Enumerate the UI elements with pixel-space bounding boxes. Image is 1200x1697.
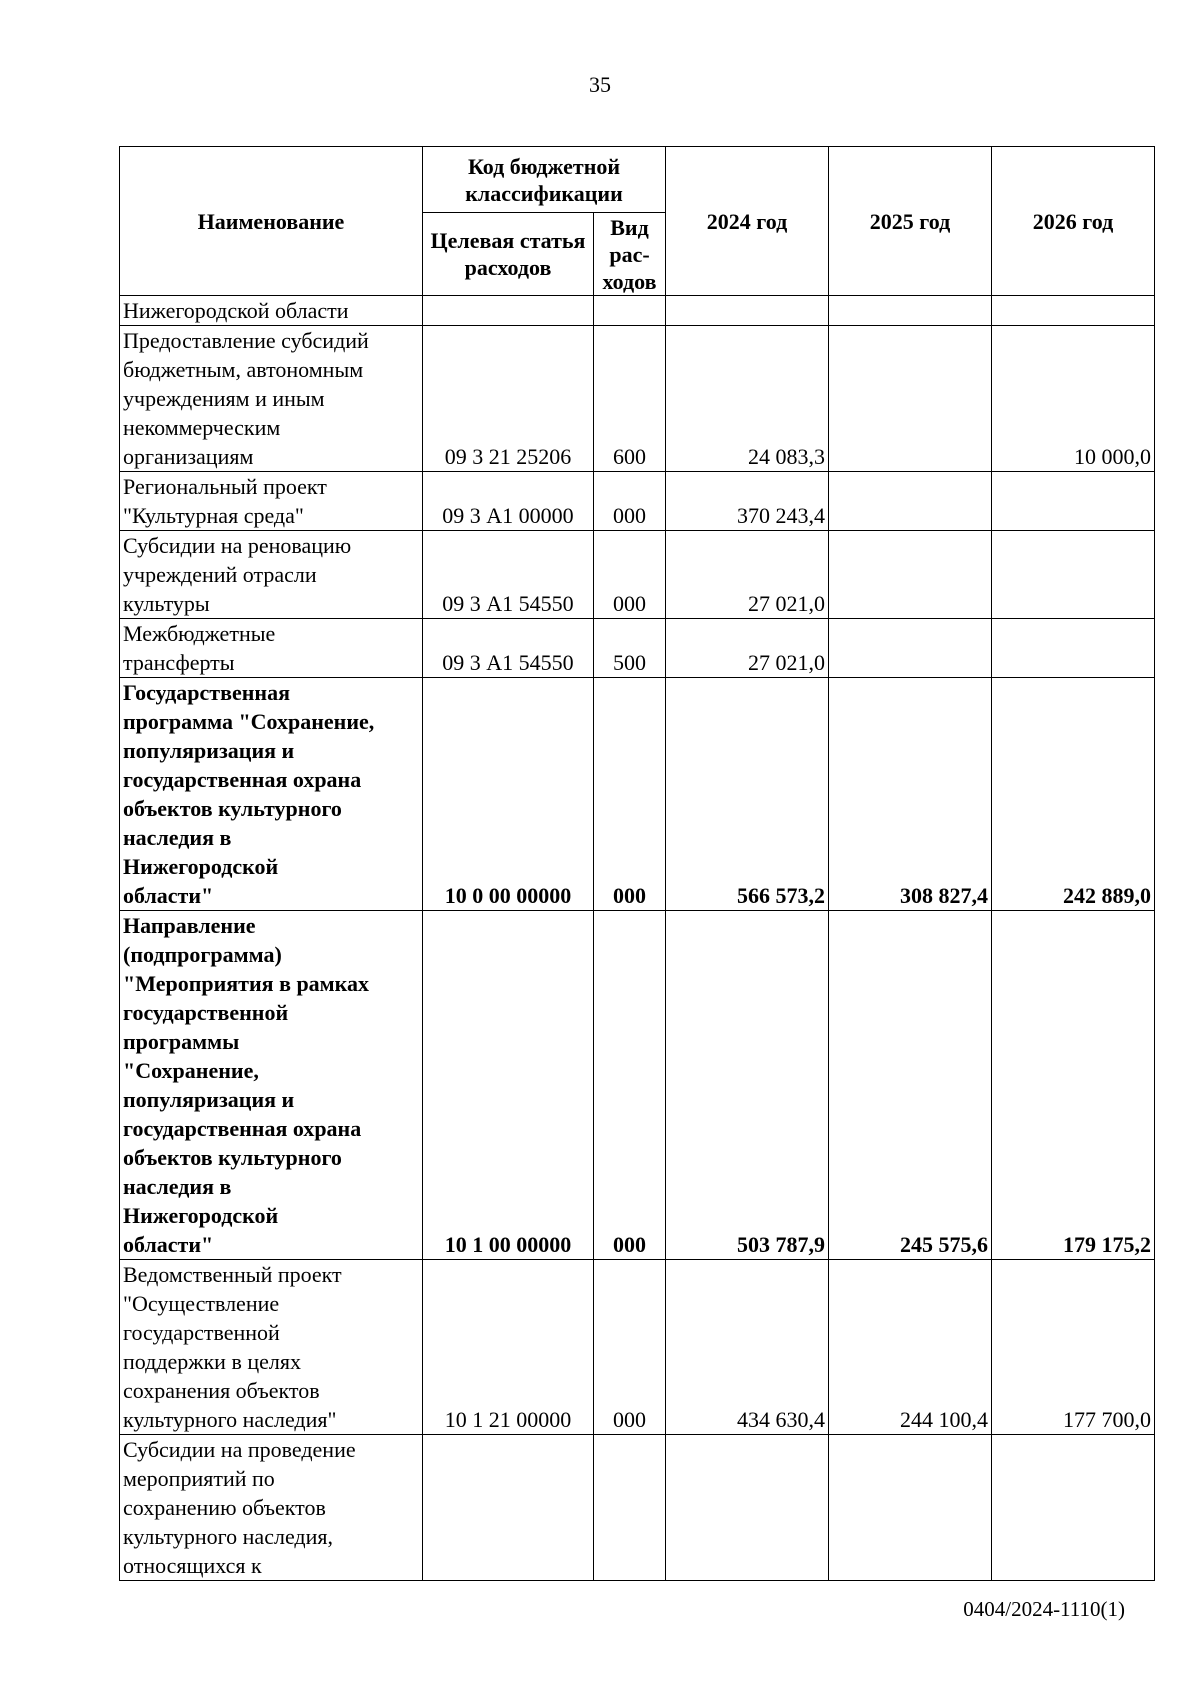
header-target: Целевая статья расходов [423, 213, 594, 296]
row-name: Региональный проект "Культурная среда" [120, 472, 423, 531]
row-value-2024: 566 573,2 [666, 678, 829, 911]
row-target-code: 10 1 00 00000 [423, 911, 594, 1260]
row-name: Направление (подпрограмма) "Мероприятия в рамках государственной программы "Сохранение, популяризация и государственная охрана объектов культурного наследия в Нижегородской области" [120, 911, 423, 1260]
header-kbk: Код бюджетной классификации [423, 147, 666, 213]
row-expense-type [594, 296, 666, 326]
budget-table [119, 146, 1155, 1581]
page-number: 35 [589, 72, 611, 97]
row-value-2025: 244 100,4 [829, 1260, 992, 1435]
row-target-code [423, 296, 594, 326]
row-value-2026: 10 000,0 [992, 326, 1155, 472]
row-name: Государственная программа "Сохранение, популяризация и государственная охрана объектов культурного наследия в Нижегородской области" [120, 678, 423, 911]
row-value-2025 [829, 472, 992, 531]
row-name: Межбюджетные трансферты [120, 619, 423, 678]
row-expense-type: 000 [594, 1260, 666, 1435]
row-value-2024: 24 083,3 [666, 326, 829, 472]
row-value-2026 [992, 472, 1155, 531]
table-row [120, 1435, 1155, 1581]
document-code: 0404/2024-1110(1) [963, 1597, 1125, 1621]
row-value-2026 [992, 296, 1155, 326]
row-name: Предоставление субсидий бюджетным, автономным учреждениям и иным некоммерческим организациям [120, 326, 423, 472]
table-row [120, 472, 1155, 531]
header-2026: 2026 год [992, 147, 1155, 296]
row-expense-type: 500 [594, 619, 666, 678]
row-value-2024 [666, 296, 829, 326]
row-expense-type [594, 1435, 666, 1581]
row-value-2025 [829, 531, 992, 619]
row-expense-type: 000 [594, 472, 666, 531]
row-value-2024 [666, 1435, 829, 1581]
row-expense-type: 000 [594, 678, 666, 911]
table-body [120, 296, 1155, 1581]
row-value-2024: 434 630,4 [666, 1260, 829, 1435]
table-row [120, 296, 1155, 326]
row-name: Ведомственный проект "Осуществление государственной поддержки в целях сохранения объектов культурного наследия" [120, 1260, 423, 1435]
table-row [120, 531, 1155, 619]
row-expense-type: 000 [594, 911, 666, 1260]
row-expense-type: 000 [594, 531, 666, 619]
row-target-code [423, 1435, 594, 1581]
table-row [120, 619, 1155, 678]
row-target-code: 09 3 А1 00000 [423, 472, 594, 531]
row-name: Субсидии на проведение мероприятий по сохранению объектов культурного наследия, относящихся к [120, 1435, 423, 1581]
row-value-2025 [829, 619, 992, 678]
row-name: Нижегородской области [120, 296, 423, 326]
table-row [120, 1260, 1155, 1435]
row-target-code: 09 3 А1 54550 [423, 531, 594, 619]
header-2024: 2024 год [666, 147, 829, 296]
row-value-2025 [829, 296, 992, 326]
row-value-2025 [829, 1435, 992, 1581]
row-value-2026: 177 700,0 [992, 1260, 1155, 1435]
row-value-2026: 179 175,2 [992, 911, 1155, 1260]
table-row [120, 678, 1155, 911]
row-value-2024: 27 021,0 [666, 619, 829, 678]
header-name: Наименование [120, 147, 423, 296]
table-row [120, 326, 1155, 472]
row-value-2026: 242 889,0 [992, 678, 1155, 911]
row-value-2025 [829, 326, 992, 472]
row-target-code: 10 1 21 00000 [423, 1260, 594, 1435]
table-header [120, 147, 1155, 296]
row-value-2026 [992, 1435, 1155, 1581]
row-value-2025: 245 575,6 [829, 911, 992, 1260]
row-value-2026 [992, 619, 1155, 678]
table-row [120, 911, 1155, 1260]
row-target-code: 09 3 21 25206 [423, 326, 594, 472]
row-target-code: 10 0 00 00000 [423, 678, 594, 911]
row-value-2024: 370 243,4 [666, 472, 829, 531]
row-value-2026 [992, 531, 1155, 619]
row-name: Субсидии на реновацию учреждений отрасли культуры [120, 531, 423, 619]
row-value-2024: 503 787,9 [666, 911, 829, 1260]
header-2025: 2025 год [829, 147, 992, 296]
row-target-code: 09 3 А1 54550 [423, 619, 594, 678]
row-value-2024: 27 021,0 [666, 531, 829, 619]
header-kind: Вид рас- ходов [594, 213, 666, 296]
row-expense-type: 600 [594, 326, 666, 472]
row-value-2025: 308 827,4 [829, 678, 992, 911]
